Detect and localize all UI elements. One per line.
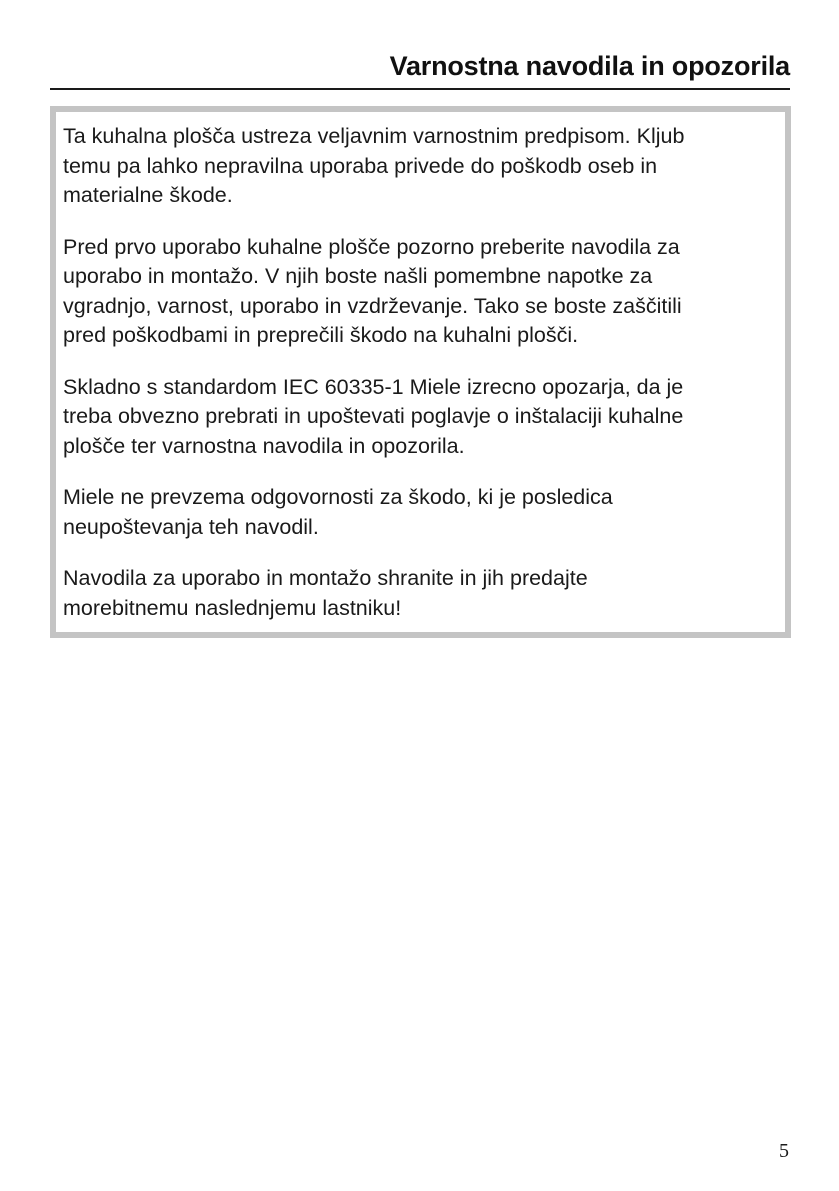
page-number: 5 <box>779 1140 789 1162</box>
section-title: Varnostna navodila in opozorila <box>389 51 790 81</box>
notice-paragraph-iec-standard: Skladno s standardom IEC 60335-1 Miele izrecno opozarja, da je treba obvezno prebrati in upoštevati poglavje o inštalaciji kuhalne plošče ter varnostna navodila in opozorila. <box>63 374 684 458</box>
notice-paragraph-liability: Miele ne prevzema odgovornosti za škodo, ki je posledica neupoštevanja teh navodil. <box>63 485 613 539</box>
page-header <box>50 40 790 90</box>
notice-paragraph-read-instructions: Pred prvo uporabo kuhalne plošče pozorno preberite navodila za uporabo in montažo. V njih boste našli pomembne napotke za vgradnjo, varnost, uporabo in vzdrževanje. Tako se boste zaščitili pred poškodbami in preprečili škodo na kuhalni plošči. <box>63 234 682 347</box>
notice-paragraph-keep-instructions: Navodila za uporabo in montažo shranite in jih predajte morebitnemu naslednjemu lastniku! <box>63 566 588 620</box>
notice-paragraph-compliance: Ta kuhalna plošča ustreza veljavnim varnostnim predpisom. Kljub temu pa lahko nepravilna uporaba privede do poškodb oseb in materialne škode. <box>63 124 685 207</box>
safety-notice-box <box>50 106 791 638</box>
